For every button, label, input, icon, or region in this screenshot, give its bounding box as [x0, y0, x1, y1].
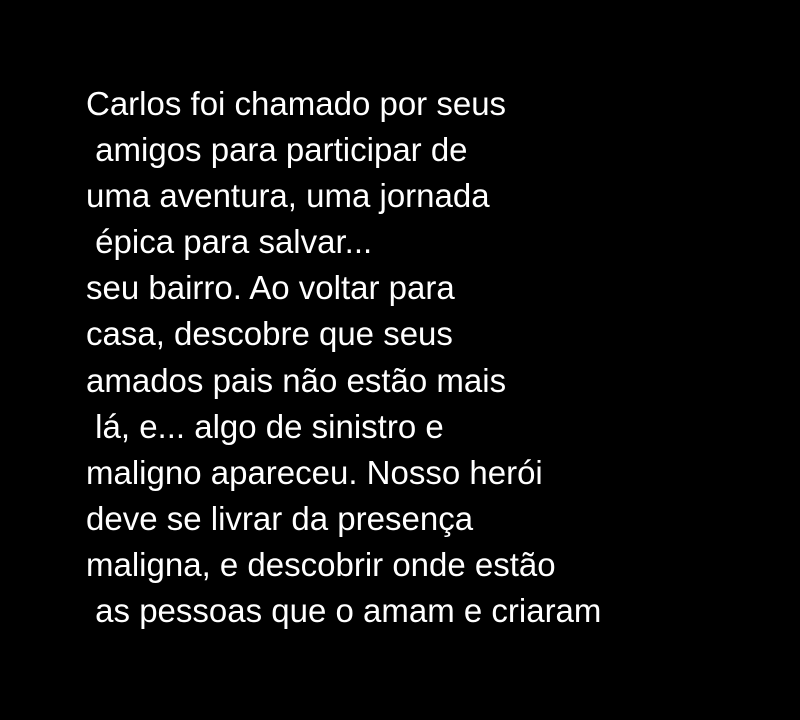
- story-line: lá, e... algo de sinistro e: [86, 407, 444, 445]
- story-line: Carlos foi chamado por seus: [86, 85, 507, 122]
- story-line: seu bairro. Ao voltar para: [86, 269, 455, 307]
- story-line: épica para salvar...: [86, 223, 373, 261]
- story-line: amigos para participar de: [86, 131, 468, 169]
- story-line: casa, descobre que seus: [86, 315, 453, 353]
- story-line: maligna, e descobrir onde estão: [86, 545, 556, 583]
- story-line: deve se livrar da presença: [86, 499, 474, 537]
- story-line: maligno apareceu. Nosso herói: [86, 453, 543, 491]
- story-line: as pessoas que o amam e criaram: [86, 592, 602, 630]
- story-line: amados pais não estão mais: [86, 361, 507, 399]
- story-line: uma aventura, uma jornada: [86, 177, 490, 215]
- story-text-block: [86, 81, 601, 634]
